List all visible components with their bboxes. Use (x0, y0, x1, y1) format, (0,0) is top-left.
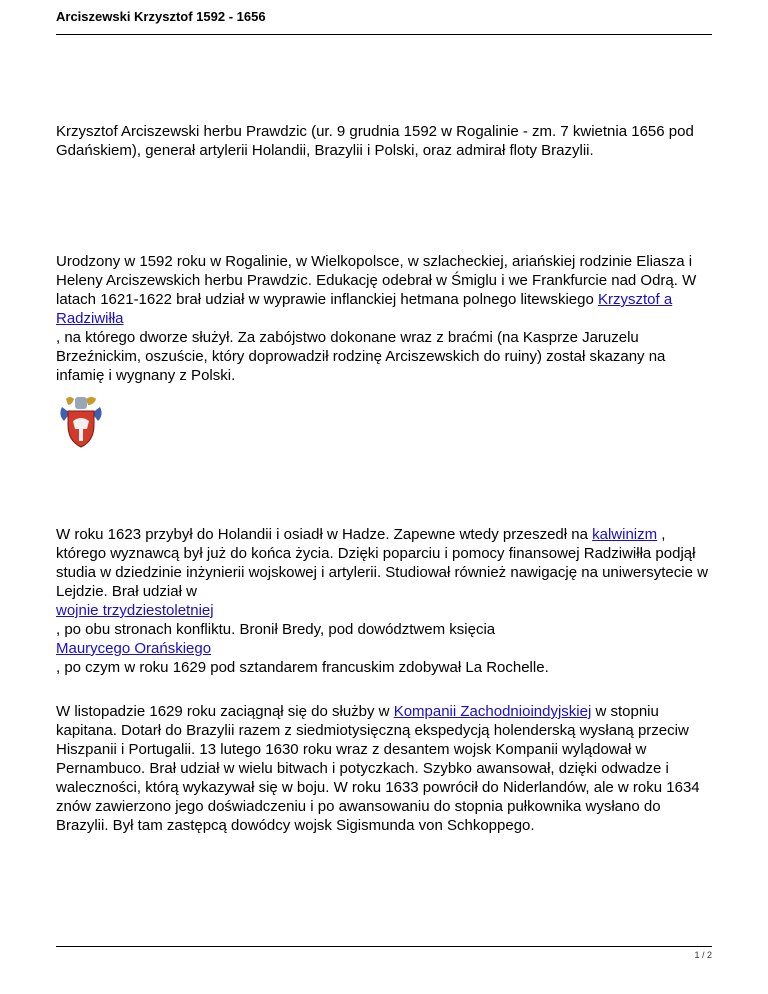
footer-divider (56, 946, 712, 947)
holland-text-4: , po czym w roku 1629 pod sztandarem francuskim zdobywał La Rochelle. (56, 659, 549, 676)
header-divider (56, 34, 712, 35)
brazil-text-2: w stopniu kapitana. Dotarł do Brazylii razem z siedmiotysięczną ekspedycją holenderską wysłaną przeciw Hiszpanii i Portugalii. 13 lutego 1630 roku wraz z desantem wojsk Kompanii wylądował w Pernambuco. Brał udział w wielu bitwach i potyczkach. Szybko awansował, dzięki odwadze i waleczności, którą wykazywał się w boju. W roku 1633 powrócił do Niderlandów, ale w roku 1634 znów zawierzono jego doświadczeniu i po awansowaniu do stopnia pułkownika wysłano do Brazylii. Był tam zastępcą dowódcy wojsk Sigismunda von Schkoppego. (56, 703, 700, 834)
intro-paragraph: Krzysztof Arciszewski herbu Prawdzic (ur. 9 grudnia 1592 w Rogalinie - zm. 7 kwietnia 1656 pod Gdańskiem), generał artylerii Holandii, Brazylii i Polski, oraz admirał floty Brazylii. (56, 123, 694, 159)
link-kompania-zachodnioindyjska[interactable]: Kompanii Zachodnioindyjskiej (393, 703, 592, 720)
brazil-text-1: W listopadzie 1629 roku zaciągnął się do służby w (56, 703, 394, 720)
link-maurycy-oranski[interactable]: Maurycego Orańskiego (56, 640, 212, 657)
holland-paragraph (56, 525, 716, 677)
holland-text-1: W roku 1623 przybył do Holandii i osiadł w Hadze. Zapewne wtedy przeszedł na (56, 526, 593, 543)
brazil-paragraph (56, 702, 716, 835)
page-number: 1 / 2 (694, 950, 712, 960)
coat-of-arms-image (58, 395, 104, 451)
birth-paragraph (56, 252, 716, 385)
page-header-title: Arciszewski Krzysztof 1592 - 1656 (56, 9, 266, 24)
link-kalwinizm[interactable]: kalwinizm (592, 526, 658, 543)
link-wojna-trzydziestoletnia[interactable]: wojnie trzydziestoletniej (56, 602, 214, 619)
link-krzysztof-radziwill[interactable]: Krzysztof a Radziwiłła (56, 291, 673, 327)
holland-text-3: , po obu stronach konfliktu. Bronił Bredy, pod dowództwem księcia (56, 621, 496, 638)
birth-text-2: , na którego dworze służył. Za zabójstwo dokonane wraz z braćmi (na Kasprze Jaruzelu Brzeźnickim, oszuście, który doprowadził rodzinę Arciszewskich do ruiny) został skazany na infamię i wygnany z Polski. (56, 329, 666, 384)
holland-text-2: , którego wyznawcą był już do końca życia. Dzięki poparciu i pomocy finansowej Radziwiłła podjął studia w dziedzinie inżynierii wojskowej i artylerii. Studiował również nawigację na uniwersytecie w Lejdzie. Brał udział w (56, 526, 708, 600)
birth-text-1: Urodzony w 1592 roku w Rogalinie, w Wielkopolsce, w szlacheckiej, ariańskiej rodzinie Eliasza i Heleny Arciszewskich herbu Prawdzic. Edukację odebrał w Śmiglu i we Frankfurcie nad Odrą. W latach 1621-1622 brał udział w wyprawie inflanckiej hetmana polnego litewskiego (56, 253, 697, 308)
